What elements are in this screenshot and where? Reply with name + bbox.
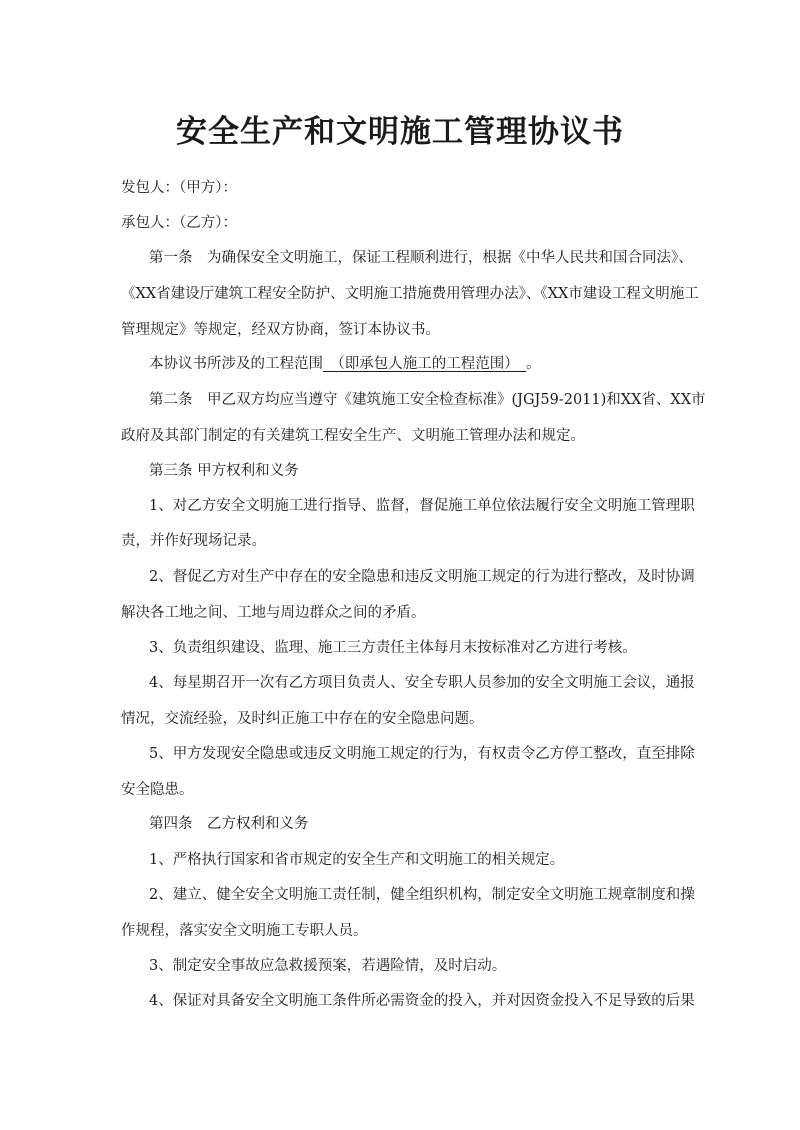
- a3-item-3-line-1: 3、负责组织建设、监理、施工三方责任主体每月末按标准对乙方进行考核。: [149, 640, 637, 656]
- article-1-line-2: 《XX省建设厅建筑工程安全防护、文明施工措施费用管理办法》、《XX市建设工程文明施工: [121, 286, 699, 302]
- party-a-line: 发包人：（甲方）：: [121, 180, 237, 196]
- scope-prefix: 本协议书所涉及的工程范围: [149, 356, 323, 372]
- scope-line: [149, 352, 541, 373]
- document-title: 安全生产和文明施工管理协议书: [176, 114, 624, 150]
- a3-item-1-line-1: 1、对乙方安全文明施工进行指导、监督，督促施工单位依法履行安全文明施工管理职: [149, 498, 695, 514]
- party-b-line: 承包人：（乙方）：: [121, 215, 237, 231]
- a4-item-2-line-2: 作规程，落实安全文明施工专职人员。: [121, 923, 368, 939]
- scope-suffix: 。: [526, 356, 541, 372]
- a4-item-1-line-1: 1、严格执行国家和省市规定的安全生产和文明施工的相关规定。: [149, 852, 565, 868]
- a4-item-3-line-1: 3、制定安全事故应急救援预案，若遇险情，及时启动。: [149, 958, 507, 974]
- a3-item-4-line-1: 4、每星期召开一次有乙方项目负责人、安全专职人员参加的安全文明施工会议，通报: [149, 675, 695, 691]
- article-1-line-1: 第一条 为确保安全文明施工，保证工程顺利进行，根据《中华人民共和国合同法》、: [149, 250, 693, 266]
- a3-item-4-line-2: 情况，交流经验，及时纠正施工中存在的安全隐患问题。: [121, 711, 484, 727]
- a3-item-2-line-1: 2、督促乙方对生产中存在的安全隐患和违反文明施工规定的行为进行整改，及时协调: [149, 569, 695, 585]
- a3-item-5-line-1: 5、甲方发现安全隐患或违反文明施工规定的行为，有权责令乙方停工整改，直至排除: [149, 746, 695, 762]
- article-4-heading: 第四条 乙方权利和义务: [149, 816, 309, 832]
- a3-item-1-line-2: 责，并作好现场记录。: [121, 533, 266, 549]
- article-2-line-1: 第二条 甲乙双方均应当遵守《建筑施工安全检查标准》(JGJ59-2011)和XX省、XX市: [149, 392, 706, 408]
- a3-item-5-line-2: 安全隐患。: [121, 782, 194, 798]
- article-3-heading: 第三条 甲方权利和义务: [149, 463, 299, 479]
- a3-item-2-line-2: 解决各工地之间、工地与周边群众之间的矛盾。: [121, 605, 426, 621]
- scope-value: （即承包人施工的工程范围）: [323, 356, 526, 372]
- article-2-line-2: 政府及其部门制定的有关建筑工程安全生产、文明施工管理办法和规定。: [121, 428, 585, 444]
- a4-item-2-line-1: 2、建立、健全安全文明施工责任制，健全组织机构，制定安全文明施工规章制度和操: [149, 887, 695, 903]
- a4-item-4-line-1: 4、保证对具备安全文明施工条件所必需资金的投入，并对因资金投入不足导致的后果: [149, 993, 695, 1009]
- article-1-line-3: 管理规定》等规定，经双方协商，签订本协议书。: [121, 322, 440, 338]
